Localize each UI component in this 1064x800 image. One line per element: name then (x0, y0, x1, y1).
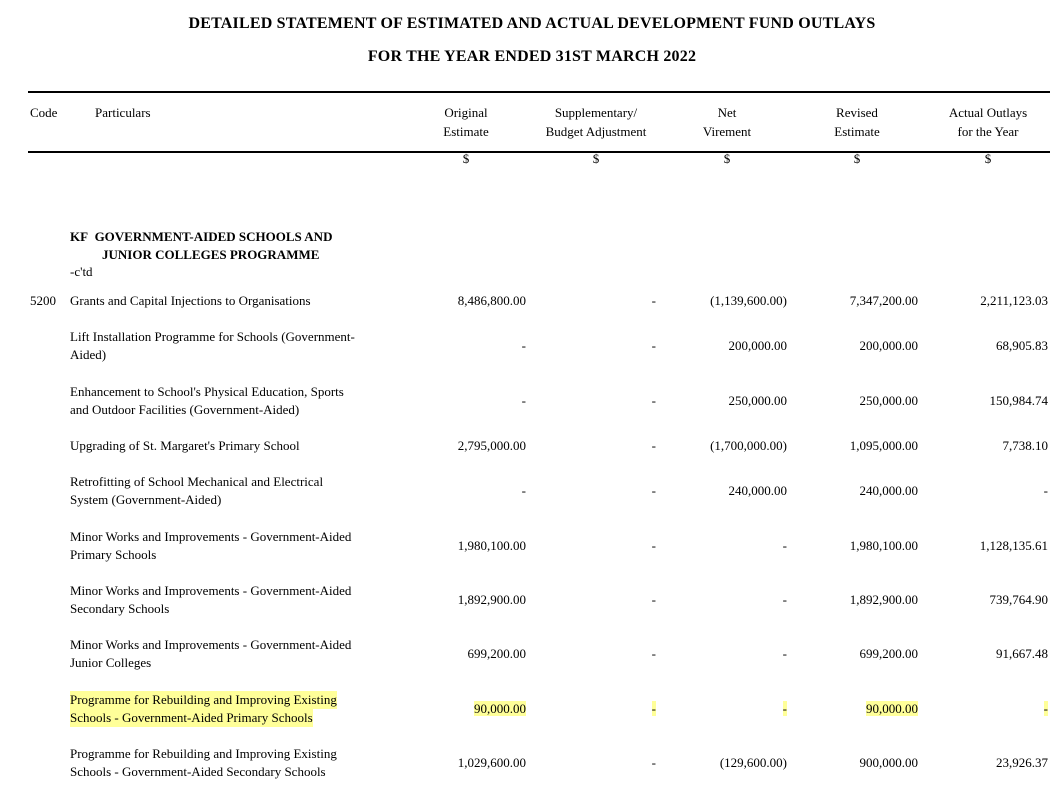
row-net-text: 200,000.00 (728, 338, 787, 353)
row-revised-value (850, 591, 918, 609)
row-supplementary-text: - (651, 755, 656, 770)
row-revised-text: 250,000.00 (859, 393, 918, 408)
row-original-text: 8,486,800.00 (457, 293, 526, 308)
row-particulars-line: Schools - Government-Aided Secondary Schools (70, 764, 326, 779)
row-original-value (458, 591, 526, 609)
row-original-value (474, 700, 526, 718)
row-particulars-line: Aided) (70, 347, 107, 362)
row-particulars-line: Enhancement to School's Physical Education, Sports (70, 384, 344, 399)
row-supplementary-value (652, 482, 656, 500)
row-original-text: - (521, 393, 526, 408)
row-particulars (70, 528, 390, 564)
header-revised-estimate: Revised Estimate (834, 105, 880, 139)
row-revised-value (850, 537, 918, 555)
row-net-text: - (782, 538, 787, 553)
row-particulars (70, 636, 390, 672)
header-original-estimate: Original Estimate (443, 105, 489, 139)
currency-actual: $ (984, 151, 992, 166)
row-original-text: 1,029,600.00 (457, 755, 526, 770)
row-particulars-line: Secondary Schools (70, 601, 170, 616)
section-continued-label: -c'td (70, 264, 93, 279)
row-particulars (70, 745, 390, 781)
row-actual-text: 23,926.37 (996, 755, 1048, 770)
row-net-text: (1,139,600.00) (710, 293, 787, 308)
row-particulars (70, 582, 390, 618)
row-revised-text: 7,347,200.00 (849, 293, 918, 308)
row-particulars (70, 691, 390, 727)
row-particulars-line: Lift Installation Programme for Schools (Government- (70, 329, 355, 344)
row-actual-value (1003, 437, 1049, 455)
row-revised-text: 900,000.00 (859, 755, 918, 770)
row-supplementary-value (652, 754, 656, 772)
row-actual-value (990, 591, 1049, 609)
row-net-text: - (782, 592, 787, 607)
row-net-text: (1,700,000.00) (710, 438, 787, 453)
header-net-virement: Net Virement (702, 105, 752, 139)
currency-original: $ (462, 151, 470, 166)
row-revised-value (860, 482, 919, 500)
row-particulars (70, 437, 390, 455)
row-actual-value (1044, 700, 1048, 718)
row-supplementary-text: - (651, 592, 656, 607)
row-original-value (458, 537, 526, 555)
row-supplementary-value (652, 700, 656, 718)
row-particulars-line: Minor Works and Improvements - Government-Aided (70, 637, 352, 652)
row-net-text: 240,000.00 (728, 483, 787, 498)
row-revised-text: 1,980,100.00 (849, 538, 918, 553)
row-particulars-line: Grants and Capital Injections to Organisations (70, 293, 311, 308)
header-actual-outlays: Actual Outlays for the Year (948, 105, 1028, 139)
row-code: 5200 (30, 293, 56, 308)
row-actual-text: 7,738.10 (1002, 438, 1048, 453)
row-net-value (710, 437, 787, 455)
row-net-text: (129,600.00) (719, 755, 787, 770)
row-particulars (70, 328, 390, 364)
row-supplementary-text: - (651, 393, 656, 408)
row-supplementary-text: - (651, 538, 656, 553)
row-particulars (70, 473, 390, 509)
row-revised-text: 90,000.00 (866, 701, 918, 716)
row-supplementary-text: - (651, 438, 656, 453)
header-supplementary: Supplementary/ Budget Adjustment (545, 105, 647, 139)
row-particulars-line: Programme for Rebuilding and Improving Existing (70, 746, 337, 761)
row-supplementary-text: - (651, 338, 656, 353)
row-supplementary-value (652, 645, 656, 663)
row-supplementary-value (652, 392, 656, 410)
row-original-text: - (521, 483, 526, 498)
row-supplementary-value (652, 537, 656, 555)
row-particulars (70, 292, 390, 310)
row-actual-value (996, 754, 1048, 772)
row-particulars-line: Primary Schools (70, 547, 157, 562)
row-net-value (783, 537, 787, 555)
row-actual-text: 150,984.74 (989, 393, 1048, 408)
row-actual-text: - (1043, 701, 1048, 716)
row-actual-value (990, 392, 1049, 410)
row-revised-value (860, 754, 919, 772)
header-particulars: Particulars (95, 105, 151, 120)
row-particulars-line: Schools - Government-Aided Primary Schools (70, 710, 313, 725)
row-original-text: - (521, 338, 526, 353)
section-heading: KF GOVERNMENT-AIDED SCHOOLS AND JUNIOR COLLEGES PROGRAMME (70, 229, 333, 262)
row-particulars-line: Minor Works and Improvements - Government-Aided (70, 583, 352, 598)
row-supplementary-value (652, 437, 656, 455)
document-title: DETAILED STATEMENT OF ESTIMATED AND ACTUAL DEVELOPMENT FUND OUTLAYS (188, 15, 876, 32)
header-code: Code (30, 105, 58, 120)
row-net-text: - (782, 701, 787, 716)
row-original-text: 2,795,000.00 (457, 438, 526, 453)
currency-net: $ (723, 151, 731, 166)
row-original-value (458, 292, 526, 310)
row-original-value (468, 645, 527, 663)
row-particulars-line: System (Government-Aided) (70, 492, 222, 507)
row-original-value (522, 337, 526, 355)
row-particulars-line: Junior Colleges (70, 655, 152, 670)
row-net-value (783, 645, 787, 663)
row-net-value (720, 754, 787, 772)
row-particulars-line: Upgrading of St. Margaret's Primary School (70, 438, 300, 453)
row-original-text: 1,892,900.00 (457, 592, 526, 607)
currency-revised: $ (853, 151, 861, 166)
row-net-text: 250,000.00 (728, 393, 787, 408)
row-original-text: 1,980,100.00 (457, 538, 526, 553)
row-original-value (522, 482, 526, 500)
row-actual-value (996, 645, 1048, 663)
row-revised-value (850, 292, 918, 310)
row-actual-text: - (1043, 483, 1048, 498)
row-particulars (70, 383, 390, 419)
row-original-text: 90,000.00 (474, 701, 526, 716)
row-revised-text: 200,000.00 (859, 338, 918, 353)
row-supplementary-text: - (651, 646, 656, 661)
row-original-text: 699,200.00 (467, 646, 526, 661)
row-net-value (729, 482, 788, 500)
row-actual-text: 739,764.90 (989, 592, 1048, 607)
row-net-value (729, 392, 788, 410)
row-particulars-line: Minor Works and Improvements - Government-Aided (70, 529, 352, 544)
header-top-rule (28, 91, 1050, 93)
row-supplementary-value (652, 292, 656, 310)
row-net-text: - (782, 646, 787, 661)
row-actual-value (1044, 482, 1048, 500)
row-revised-value (850, 437, 918, 455)
row-original-value (458, 437, 526, 455)
row-revised-text: 1,095,000.00 (849, 438, 918, 453)
row-revised-value (866, 700, 918, 718)
row-actual-value (980, 537, 1048, 555)
row-actual-text: 91,667.48 (996, 646, 1048, 661)
row-revised-text: 699,200.00 (859, 646, 918, 661)
row-particulars-line: and Outdoor Facilities (Government-Aided) (70, 402, 300, 417)
row-net-value (710, 292, 787, 310)
row-supplementary-text: - (651, 701, 656, 716)
row-supplementary-text: - (651, 483, 656, 498)
document-subtitle: FOR THE YEAR ENDED 31ST MARCH 2022 (367, 48, 697, 65)
row-particulars-line: Programme for Rebuilding and Improving Existing (70, 692, 337, 707)
row-revised-value (860, 337, 919, 355)
row-actual-text: 2,211,123.03 (980, 293, 1048, 308)
row-actual-text: 1,128,135.61 (979, 538, 1048, 553)
row-revised-text: 240,000.00 (859, 483, 918, 498)
row-net-value (783, 700, 787, 718)
row-net-value (783, 591, 787, 609)
currency-supplementary: $ (592, 151, 600, 166)
row-revised-value (860, 645, 919, 663)
row-original-value (458, 754, 526, 772)
row-particulars-line: Retrofitting of School Mechanical and Electrical (70, 474, 324, 489)
row-original-value (522, 392, 526, 410)
row-supplementary-text: - (651, 293, 656, 308)
row-net-value (729, 337, 788, 355)
row-supplementary-value (652, 591, 656, 609)
row-actual-value (980, 292, 1048, 310)
row-revised-text: 1,892,900.00 (849, 592, 918, 607)
row-actual-value (996, 337, 1048, 355)
row-supplementary-value (652, 337, 656, 355)
row-revised-value (860, 392, 919, 410)
row-actual-text: 68,905.83 (996, 338, 1048, 353)
